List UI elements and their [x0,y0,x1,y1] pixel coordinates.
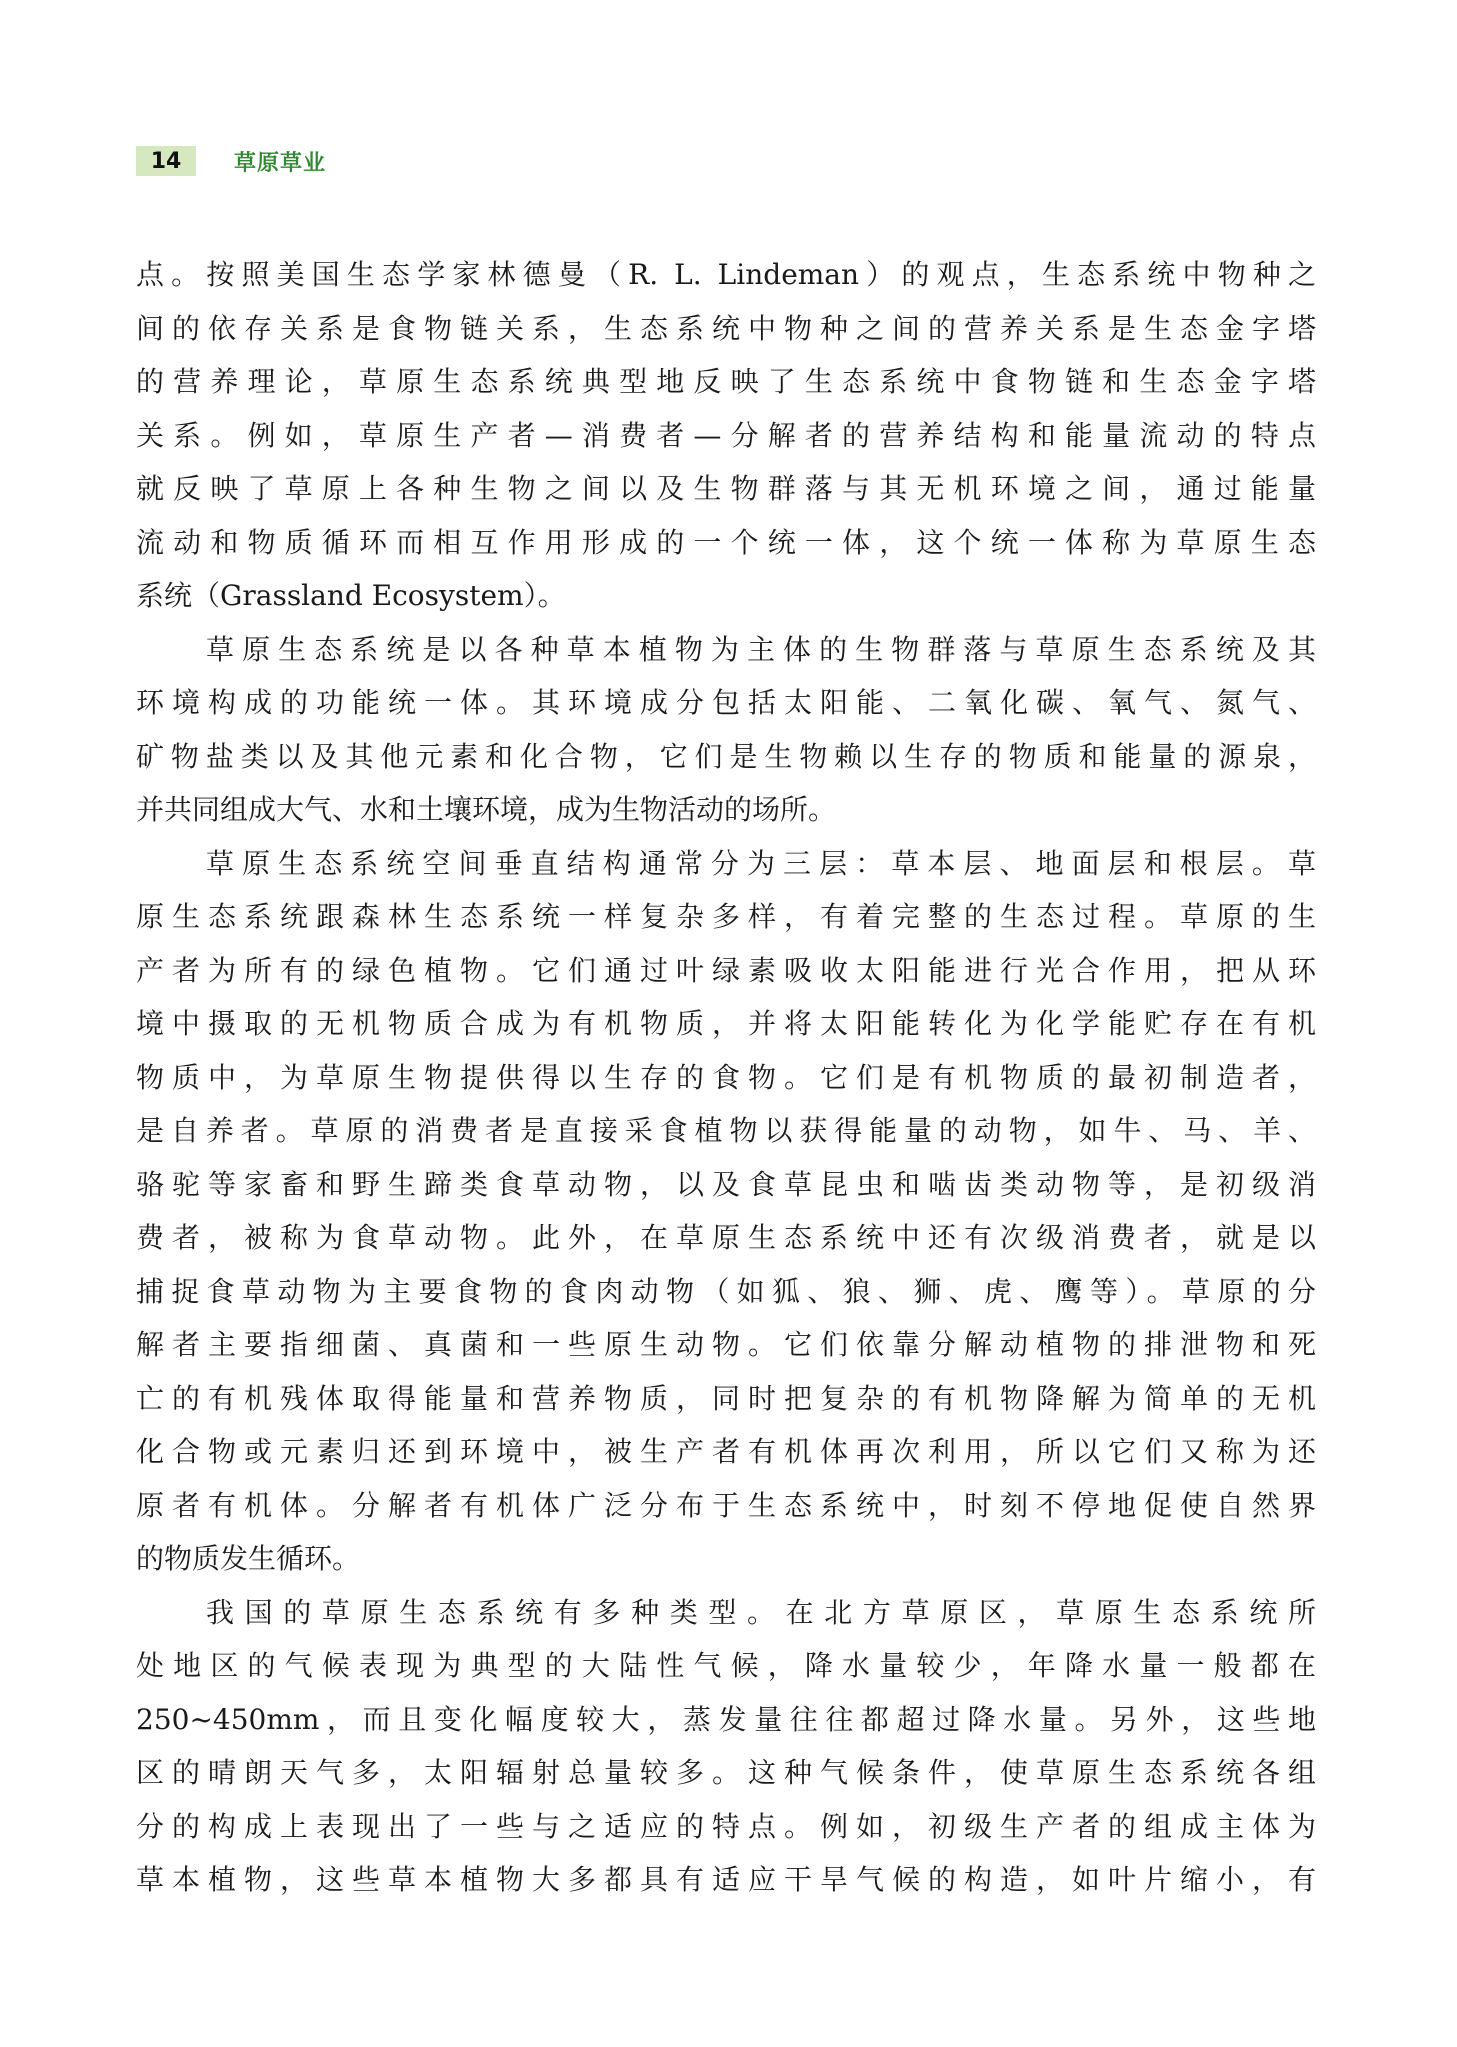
body-text [136,248,1316,1907]
text-line: 物质中，为草原生物提供得以生存的食物。它们是有机物质的最初制造者， [136,1060,1316,1094]
text-line: 区的晴朗天气多，太阳辐射总量较多。这种气候条件，使草原生态系统各组 [136,1756,1316,1789]
text-line: 我国的草原生态系统有多种类型。在北方草原区，草原生态系统所 [206,1595,1316,1629]
text-line: 间的依存关系是食物链关系，生态系统中物种之间的营养关系是生态金字塔 [136,311,1316,345]
text-line: 的营养理论，草原生态系统典型地反映了生态系统中食物链和生态金字塔 [136,365,1316,398]
text-line: 草原生态系统是以各种草本植物为主体的生物群落与草原生态系统及其 [206,632,1316,666]
text-line: 捕捉食草动物为主要食物的食肉动物（如狐、狼、狮、虎、鹰等）。草原的分 [136,1274,1316,1308]
text-line: 关系。例如，草原生产者—消费者—分解者的营养结构和能量流动的特点 [136,418,1316,452]
text-line: 处地区的气候表现为典型的大陆性气候，降水量较少，年降水量一般都在 [136,1649,1316,1682]
text-line: 境中摄取的无机物质合成为有机物质，并将太阳能转化为化学能贮存在有机 [136,1007,1316,1040]
paragraph-3 [136,837,1316,1586]
text-line: 亡的有机残体取得能量和营养物质，同时把复杂的有机物降解为简单的无机 [136,1381,1316,1415]
text-line: 原生态系统跟森林生态系统一样复杂多样，有着完整的生态过程。草原的生 [136,900,1316,933]
text-line: 解者主要指细菌、真菌和一些原生动物。它们依靠分解动植物的排泄物和死 [136,1328,1316,1361]
text-line: 原者有机体。分解者有机体广泛分布于生态系统中，时刻不停地促使自然界 [136,1488,1316,1522]
text-line: 费者，被称为食草动物。此外，在草原生态系统中还有次级消费者，就是以 [136,1221,1316,1254]
page-header [136,146,326,176]
page-number: 14 [136,146,196,176]
text-line: 点。按照美国生态学家林德曼（R. L. Lindeman）的观点，生态系统中物种之 [136,258,1316,291]
paragraph-1 [136,248,1316,623]
text-line: 就反映了草原上各种生物之间以及生物群落与其无机环境之间，通过能量 [136,472,1316,505]
paragraph-2 [136,623,1316,837]
text-line: 并共同组成大气、水和土壤环境，成为生物活动的场所。 [136,793,837,826]
text-line: 系统（Grassland Ecosystem）。 [136,579,566,612]
text-line: 化合物或元素归还到环境中，被生产者有机体再次利用，所以它们又称为还 [136,1435,1316,1468]
text-line: 草本植物，这些草本植物大多都具有适应干旱气候的构造，如叶片缩小，有 [136,1863,1316,1896]
text-line: 250~450mm，而且变化幅度较大，蒸发量往往都超过降水量。另外，这些地 [136,1702,1316,1736]
text-line: 草原生态系统空间垂直结构通常分为三层：草本层、地面层和根层。草 [206,846,1316,880]
paragraph-4 [136,1586,1316,1907]
text-line: 流动和物质循环而相互作用形成的一个统一体，这个统一体称为草原生态 [136,525,1316,559]
text-line: 骆驼等家畜和野生蹄类食草动物，以及食草昆虫和啮齿类动物等，是初级消 [136,1167,1316,1201]
text-line: 产者为所有的绿色植物。它们通过叶绿素吸收太阳能进行光合作用，把从环 [136,953,1316,987]
text-line: 矿物盐类以及其他元素和化合物，它们是生物赖以生存的物质和能量的源泉， [136,739,1316,773]
text-line: 环境构成的功能统一体。其环境成分包括太阳能、二氧化碳、氧气、氮气、 [136,686,1316,719]
running-title: 草原草业 [234,150,327,176]
text-line: 分的构成上表现出了一些与之适应的特点。例如，初级生产者的组成主体为 [136,1809,1316,1843]
text-line: 的物质发生循环。 [136,1542,361,1575]
text-line: 是自养者。草原的消费者是直接采食植物以获得能量的动物，如牛、马、羊、 [136,1114,1316,1147]
